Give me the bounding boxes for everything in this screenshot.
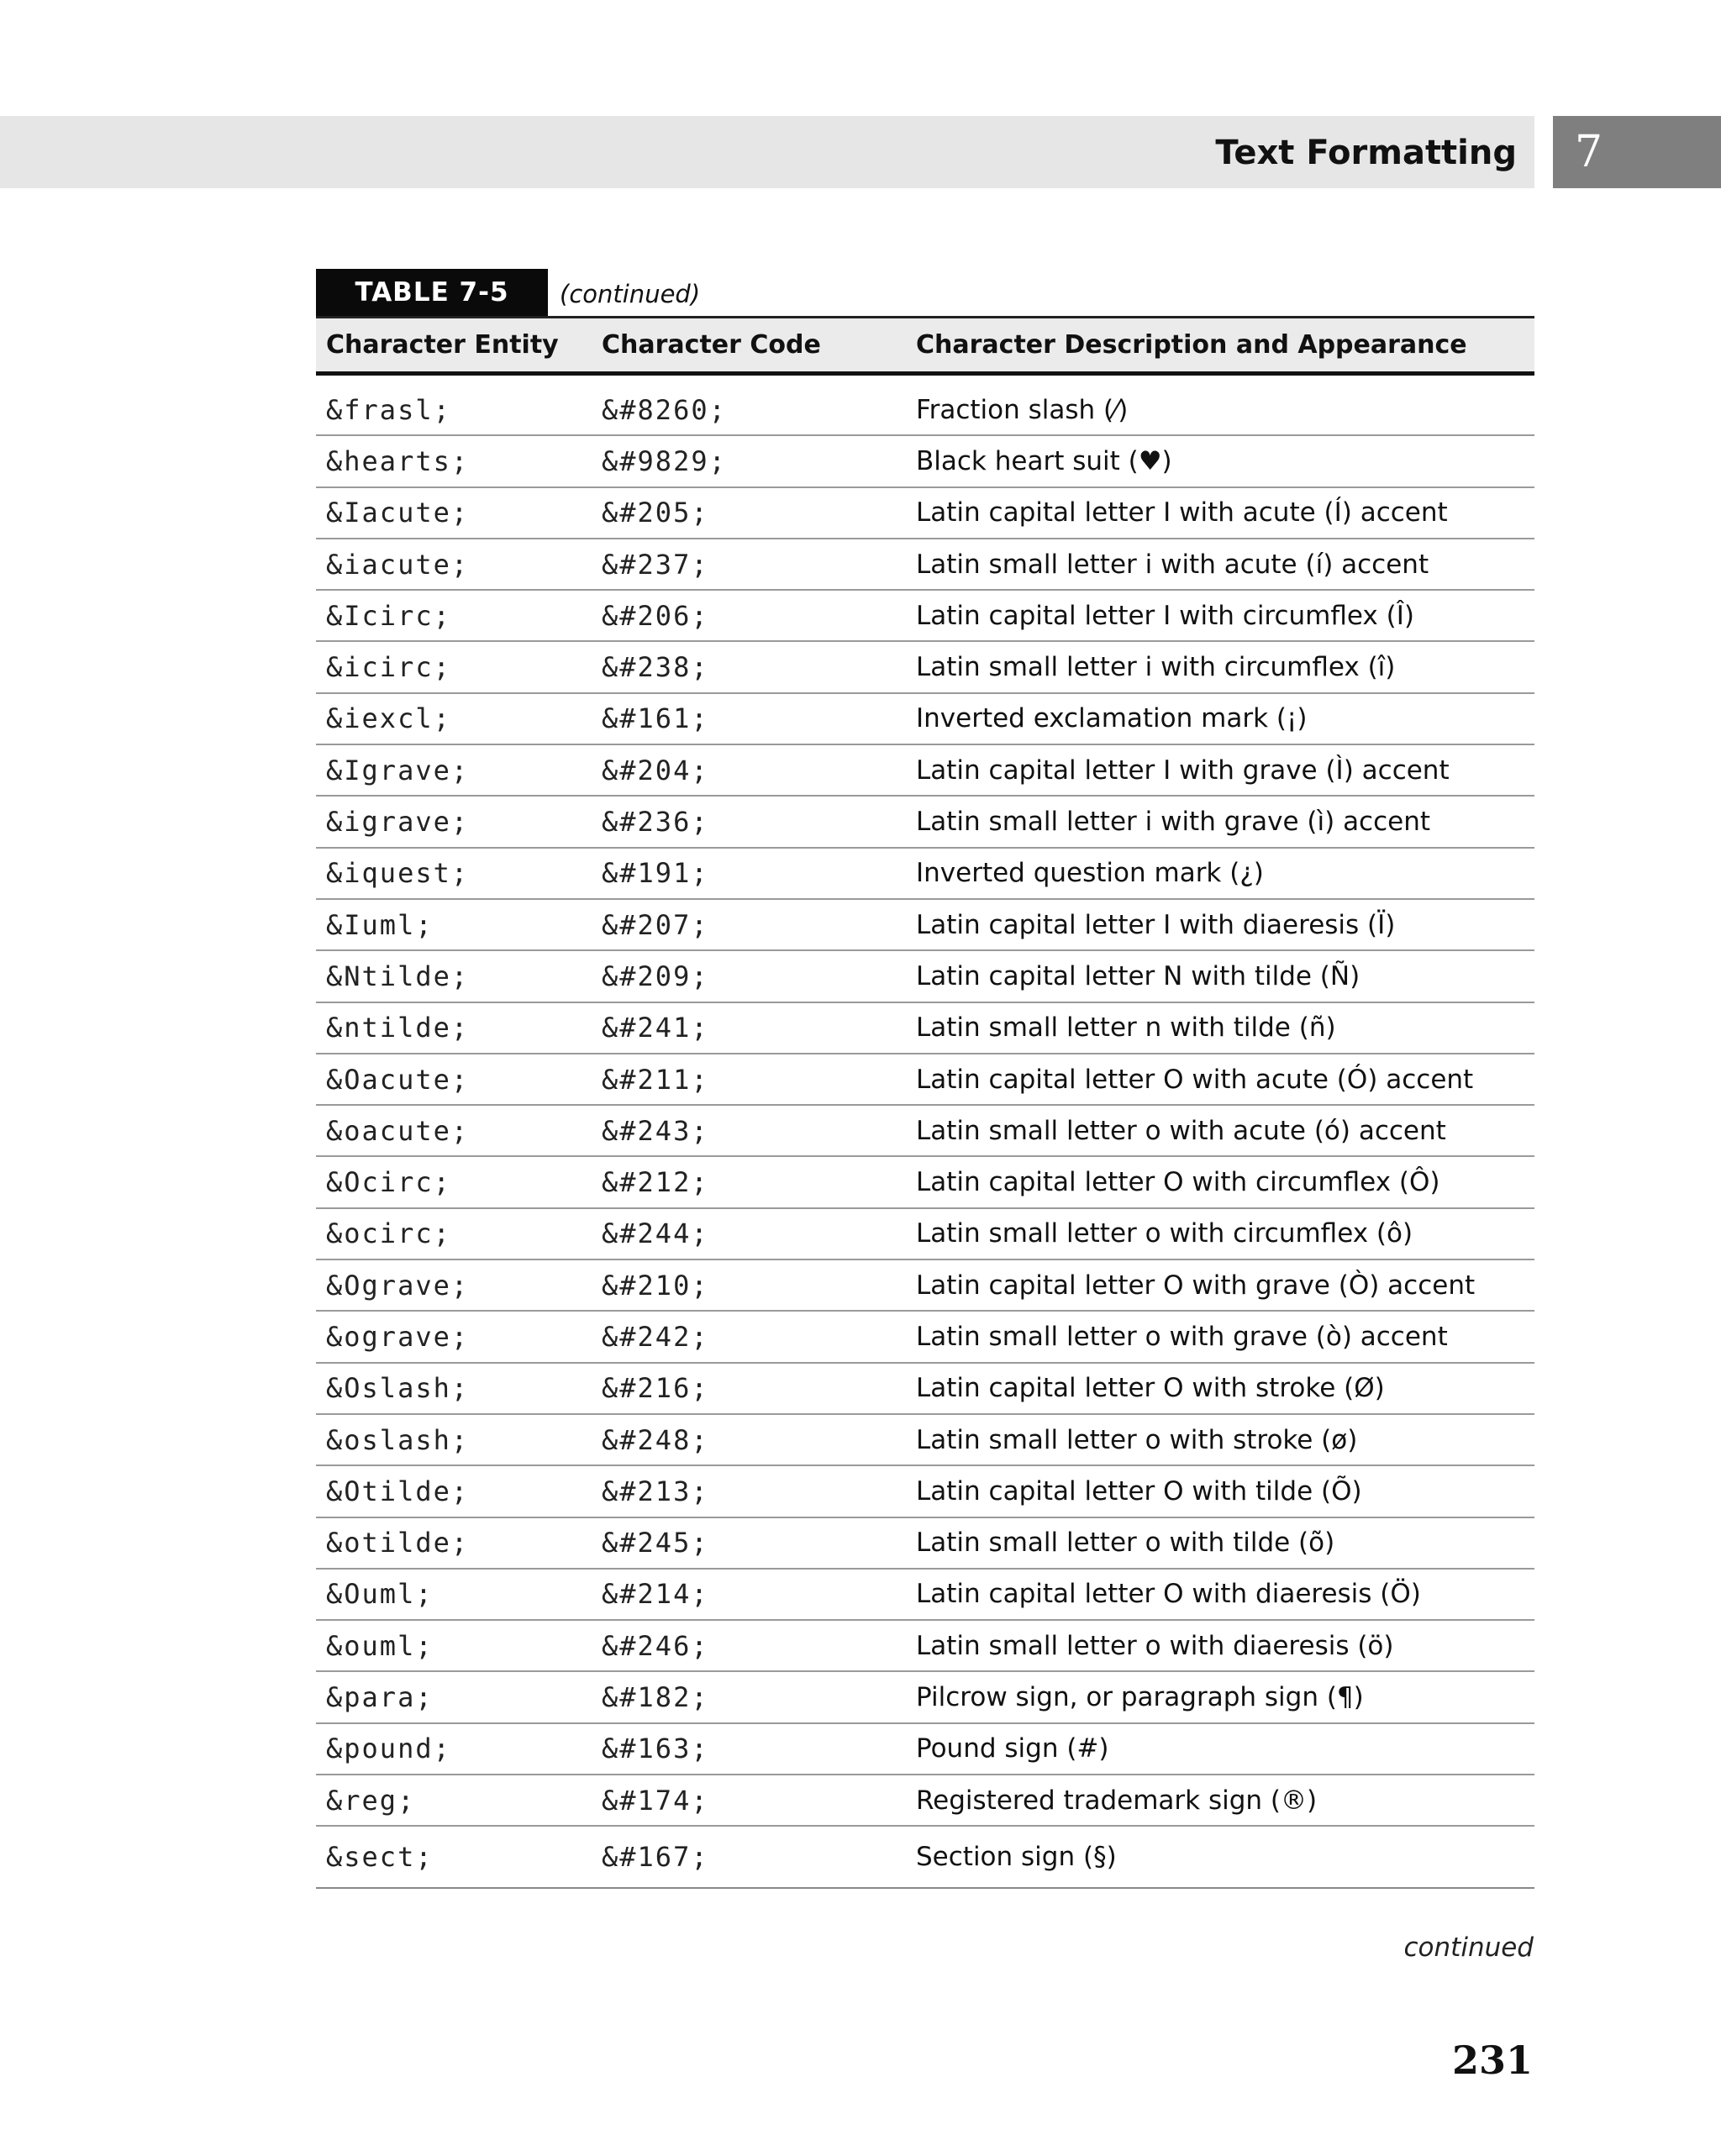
code-cell: &#241; [602, 1012, 709, 1044]
description-cell: Pilcrow sign, or paragraph sign (¶) [916, 1682, 1364, 1713]
description-cell: Latin capital letter N with tilde (Ñ) [916, 960, 1360, 991]
code-cell: &#191; [602, 857, 709, 890]
entity-cell: &igrave; [326, 806, 470, 839]
entity-cell: &Ntilde; [326, 960, 470, 992]
description-cell: Latin capital letter I with grave (Ì) accent [916, 755, 1450, 786]
entity-cell: &ntilde; [326, 1012, 470, 1044]
table-row [316, 591, 1534, 642]
code-cell: &#161; [602, 702, 709, 735]
table-row [316, 951, 1534, 1002]
description-cell: Latin capital letter I with diaeresis (Ï) [916, 909, 1396, 940]
description-cell: Latin capital letter O with grave (Ò) accent [916, 1270, 1476, 1301]
table-row [316, 1106, 1534, 1157]
code-cell: &#167; [602, 1841, 709, 1874]
table-row [316, 694, 1534, 745]
description-cell: Latin small letter o with tilde (õ) [916, 1528, 1335, 1559]
entity-cell: &icirc; [326, 651, 451, 684]
table-row [316, 1312, 1534, 1363]
code-cell: &#8260; [602, 393, 727, 426]
description-cell: Latin capital letter I with acute (Í) accent [916, 497, 1448, 528]
table-row [316, 797, 1534, 848]
entity-cell: &Oslash; [326, 1372, 470, 1405]
description-cell: Latin small letter i with grave (ì) accent [916, 807, 1431, 838]
chapter-number: 7 [1575, 127, 1603, 177]
table-row [316, 642, 1534, 693]
entity-cell: &Iuml; [326, 908, 434, 941]
description-cell: Pound sign (#) [916, 1733, 1109, 1764]
description-cell: Latin capital letter I with circumflex (Î) [916, 600, 1414, 631]
code-cell: &#210; [602, 1269, 709, 1301]
code-cell: &#163; [602, 1733, 709, 1765]
code-cell: &#182; [602, 1681, 709, 1714]
code-cell: &#209; [602, 960, 709, 992]
table-row [316, 1209, 1534, 1260]
entity-cell: &ouml; [326, 1629, 434, 1662]
table-row [316, 1672, 1534, 1723]
description-cell: Registered trademark sign (®) [916, 1785, 1318, 1816]
entity-cell: &Ouml; [326, 1578, 434, 1611]
table-row [316, 385, 1534, 436]
table-row [316, 1827, 1534, 1889]
column-header-code: Character Code [602, 330, 821, 360]
description-cell: Latin small letter i with acute (í) accent [916, 549, 1429, 580]
description-cell: Latin small letter n with tilde (ñ) [916, 1012, 1336, 1044]
chapter-tab [1553, 116, 1721, 188]
code-cell: &#244; [602, 1217, 709, 1250]
page-number: 231 [1451, 2038, 1533, 2083]
description-cell: Fraction slash (⁄) [916, 394, 1129, 425]
entity-cell: &ograve; [326, 1320, 470, 1353]
code-cell: &#248; [602, 1423, 709, 1456]
table-row [316, 849, 1534, 900]
table-row [316, 436, 1534, 487]
description-cell: Inverted question mark (¿) [916, 858, 1264, 889]
entity-cell: &iquest; [326, 857, 470, 890]
code-cell: &#214; [602, 1578, 709, 1611]
table-row [316, 1621, 1534, 1672]
table-row [316, 1260, 1534, 1312]
entity-cell: &Igrave; [326, 754, 470, 786]
description-cell: Section sign (§) [916, 1842, 1117, 1873]
entity-cell: &Oacute; [326, 1063, 470, 1096]
character-entity-table [316, 316, 1534, 1889]
code-cell: &#204; [602, 754, 709, 786]
entity-cell: &ocirc; [326, 1217, 451, 1250]
description-cell: Latin capital letter O with circumflex (Ô) [916, 1167, 1440, 1198]
description-cell: Latin capital letter O with tilde (Õ) [916, 1475, 1362, 1507]
entity-cell: &frasl; [326, 393, 451, 426]
code-cell: &#211; [602, 1063, 709, 1096]
table-row [316, 1466, 1534, 1517]
table-row [316, 745, 1534, 797]
entity-cell: &Icirc; [326, 599, 451, 632]
code-cell: &#236; [602, 806, 709, 839]
code-cell: &#245; [602, 1527, 709, 1559]
table-row [316, 1518, 1534, 1570]
column-header-entity: Character Entity [326, 330, 559, 360]
description-cell: Latin small letter i with circumflex (î) [916, 652, 1396, 683]
description-cell: Inverted exclamation mark (¡) [916, 703, 1308, 734]
table-row [316, 488, 1534, 539]
code-cell: &#206; [602, 599, 709, 632]
running-header-title: Text Formatting [1215, 134, 1517, 172]
description-cell: Black heart suit (♥) [916, 445, 1172, 476]
table-caption-note: (continued) [560, 280, 701, 308]
table-row [316, 900, 1534, 951]
code-cell: &#246; [602, 1629, 709, 1662]
code-cell: &#216; [602, 1372, 709, 1405]
table-header-row [316, 318, 1534, 376]
code-cell: &#243; [602, 1114, 709, 1147]
table-caption-label: TABLE 7-5 [316, 269, 548, 316]
entity-cell: &otilde; [326, 1527, 470, 1559]
code-cell: &#237; [602, 548, 709, 581]
code-cell: &#205; [602, 497, 709, 529]
code-cell: &#207; [602, 908, 709, 941]
entity-cell: &reg; [326, 1784, 416, 1817]
table-row [316, 1003, 1534, 1054]
code-cell: &#9829; [602, 444, 727, 477]
table-row [316, 1157, 1534, 1208]
code-cell: &#242; [602, 1320, 709, 1353]
table-row [316, 1054, 1534, 1106]
entity-cell: &oslash; [326, 1423, 470, 1456]
entity-cell: &Ocirc; [326, 1166, 451, 1199]
entity-cell: &oacute; [326, 1114, 470, 1147]
code-cell: &#174; [602, 1784, 709, 1817]
description-cell: Latin capital letter O with stroke (Ø) [916, 1373, 1385, 1404]
description-cell: Latin capital letter O with diaeresis (Ö) [916, 1579, 1421, 1610]
table-row [316, 1724, 1534, 1775]
description-cell: Latin small letter o with grave (ò) accent [916, 1321, 1448, 1352]
description-cell: Latin small letter o with circumflex (ô) [916, 1218, 1413, 1249]
continued-note: continued [1403, 1933, 1534, 1963]
entity-cell: &iacute; [326, 548, 470, 581]
description-cell: Latin small letter o with acute (ó) accent [916, 1115, 1446, 1146]
table-row [316, 1775, 1534, 1827]
description-cell: Latin small letter o with diaeresis (ö) [916, 1630, 1394, 1661]
entity-cell: &Ograve; [326, 1269, 470, 1301]
entity-cell: &Otilde; [326, 1475, 470, 1507]
description-cell: Latin capital letter O with acute (Ó) accent [916, 1064, 1474, 1095]
column-header-description: Character Description and Appearance [916, 330, 1467, 360]
entity-cell: &Iacute; [326, 497, 470, 529]
table-row [316, 539, 1534, 591]
code-cell: &#238; [602, 651, 709, 684]
description-cell: Latin small letter o with stroke (ø) [916, 1424, 1358, 1455]
code-cell: &#212; [602, 1166, 709, 1199]
table-row [316, 1570, 1534, 1621]
table-row [316, 1415, 1534, 1466]
entity-cell: &pound; [326, 1733, 451, 1765]
entity-cell: &para; [326, 1681, 434, 1714]
entity-cell: &iexcl; [326, 702, 451, 735]
table-row [316, 1364, 1534, 1415]
entity-cell: &sect; [326, 1841, 434, 1874]
code-cell: &#213; [602, 1475, 709, 1507]
entity-cell: &hearts; [326, 444, 470, 477]
table-body [316, 376, 1534, 1889]
